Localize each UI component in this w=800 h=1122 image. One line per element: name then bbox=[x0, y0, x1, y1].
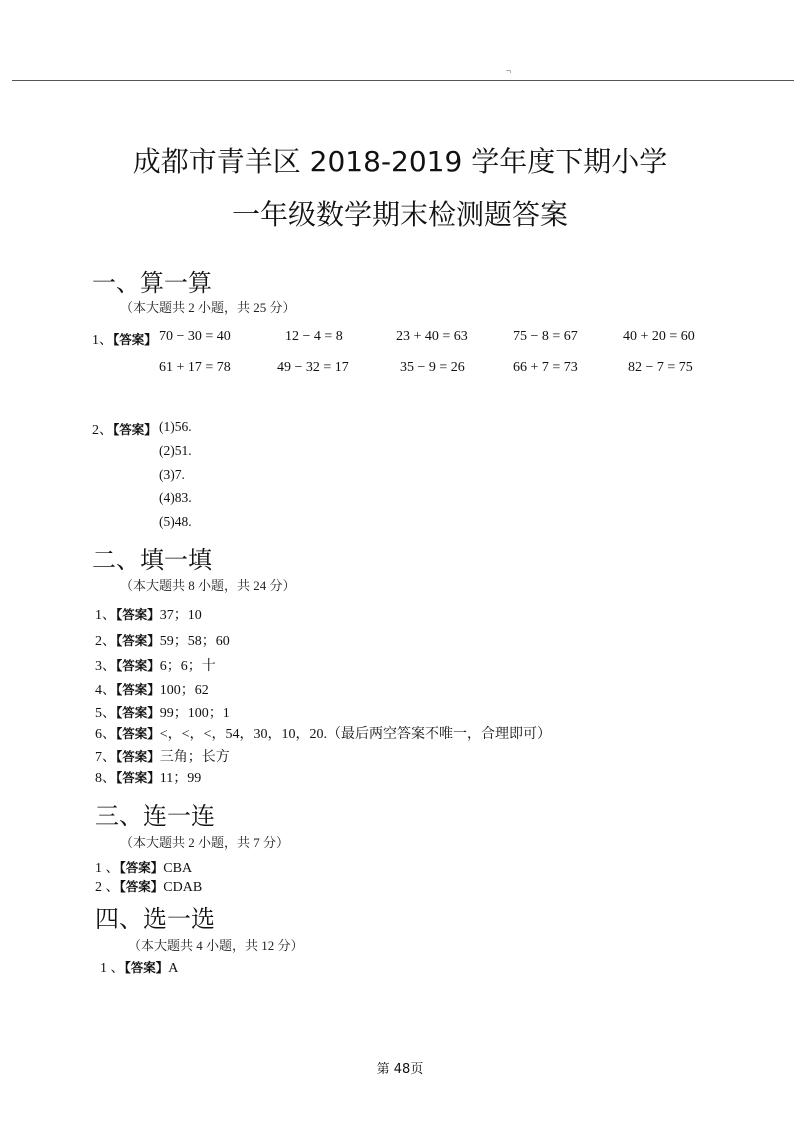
q-number: 8、 bbox=[95, 771, 116, 786]
s1-q1-eq: 23 + 40 = 63 bbox=[396, 329, 468, 344]
s1-q1-eq: 70 − 30 = 40 bbox=[159, 329, 231, 344]
answer-tag: 【答案】 bbox=[116, 658, 160, 673]
answer-text: 37；10 bbox=[159, 608, 202, 623]
doc-title-line2: 一年级数学期末检测题答案 bbox=[231, 198, 568, 231]
answer-text: 11；99 bbox=[159, 771, 202, 786]
section4-note: （本大题共 4 小题，共 12 分） bbox=[128, 938, 304, 953]
doc-title-line1: 成都市青羊区 2018-2019 学年度下期小学 bbox=[132, 145, 668, 178]
s2-item bbox=[95, 746, 230, 766]
section3-heading: 三、连一连 bbox=[95, 802, 215, 830]
answer-tag: 【答案】 bbox=[116, 749, 160, 764]
s1-q2-label bbox=[92, 419, 157, 439]
answer-text: <，<，<，54，30，10，20.（最后两空答案不唯一，合理即可） bbox=[159, 727, 551, 742]
s1-q1-eq: 40 + 20 = 60 bbox=[623, 329, 695, 344]
section1-heading: 一、算一算 bbox=[92, 269, 212, 297]
answer-tag: 【答案】 bbox=[116, 682, 160, 697]
s2-item bbox=[95, 604, 202, 624]
answer-tag: 【答案】 bbox=[116, 726, 160, 741]
answer-tag: 【答案】 bbox=[113, 422, 157, 437]
q-number: 2、 bbox=[92, 423, 113, 438]
answer-text: 99；100；1 bbox=[159, 706, 230, 721]
s1-q2-item: (4)83. bbox=[159, 490, 192, 505]
q-number: 2、 bbox=[95, 634, 116, 649]
answer-tag: 【答案】 bbox=[116, 705, 160, 720]
answer-text: 100；62 bbox=[159, 683, 209, 698]
s1-q2-item: (5)48. bbox=[159, 514, 192, 529]
q-number: 2 、 bbox=[95, 880, 120, 895]
s2-item bbox=[95, 702, 230, 722]
section2-note: （本大题共 8 小题，共 24 分） bbox=[120, 578, 296, 593]
page-number: 第 48页 bbox=[376, 1062, 424, 1077]
answer-tag: 【答案】 bbox=[116, 607, 160, 622]
s2-item bbox=[95, 679, 209, 699]
answer-text: CDAB bbox=[163, 880, 203, 895]
s2-item bbox=[95, 655, 216, 675]
header-rule bbox=[12, 80, 794, 81]
answer-text: A bbox=[168, 961, 179, 976]
answer-tag: 【答案】 bbox=[116, 770, 160, 785]
q-number: 4、 bbox=[95, 683, 116, 698]
section1-note: （本大题共 2 小题，共 25 分） bbox=[120, 300, 296, 315]
answer-tag: 【答案】 bbox=[119, 860, 164, 875]
q-number: 1 、 bbox=[100, 961, 125, 976]
q-number: 7、 bbox=[95, 750, 116, 765]
s1-q2-item: (2)51. bbox=[159, 443, 192, 458]
s4-item bbox=[100, 957, 178, 977]
answer-tag: 【答案】 bbox=[116, 633, 160, 648]
answer-tag: 【答案】 bbox=[124, 960, 169, 975]
s1-q1-eq: 35 − 9 = 26 bbox=[400, 360, 465, 375]
s1-q1-eq: 61 + 17 = 78 bbox=[159, 360, 231, 375]
q-number: 1、 bbox=[92, 333, 113, 348]
header-mark: ¬ bbox=[506, 66, 512, 76]
s1-q1-eq: 82 − 7 = 75 bbox=[628, 360, 693, 375]
q-number: 1、 bbox=[95, 608, 116, 623]
s1-q1-eq: 75 − 8 = 67 bbox=[513, 329, 578, 344]
section3-note: （本大题共 2 小题，共 7 分） bbox=[120, 835, 290, 850]
s3-item bbox=[95, 857, 192, 877]
q-number: 5、 bbox=[95, 706, 116, 721]
answer-tag: 【答案】 bbox=[119, 879, 164, 894]
q-number: 1 、 bbox=[95, 861, 120, 876]
answer-text: 59；58；60 bbox=[159, 634, 230, 649]
s1-q1-eq: 12 − 4 = 8 bbox=[285, 329, 343, 344]
s1-q1-label bbox=[92, 329, 157, 349]
section2-heading: 二、填一填 bbox=[92, 546, 212, 574]
s1-q1-eq: 66 + 7 = 73 bbox=[513, 360, 578, 375]
s1-q2-item: (3)7. bbox=[159, 467, 185, 482]
s1-q1-eq: 49 − 32 = 17 bbox=[277, 360, 349, 375]
s2-item bbox=[95, 630, 230, 650]
answer-text: 三角；长方 bbox=[159, 750, 230, 765]
section4-heading: 四、选一选 bbox=[95, 905, 215, 933]
answer-text: 6；6；十 bbox=[159, 659, 216, 674]
s2-item bbox=[95, 723, 551, 743]
s1-q2-item: (1)56. bbox=[159, 419, 192, 434]
s3-item bbox=[95, 876, 202, 896]
q-number: 6、 bbox=[95, 727, 116, 742]
answer-text: CBA bbox=[163, 861, 193, 876]
s2-item bbox=[95, 767, 201, 787]
answer-tag: 【答案】 bbox=[113, 332, 157, 347]
q-number: 3、 bbox=[95, 659, 116, 674]
